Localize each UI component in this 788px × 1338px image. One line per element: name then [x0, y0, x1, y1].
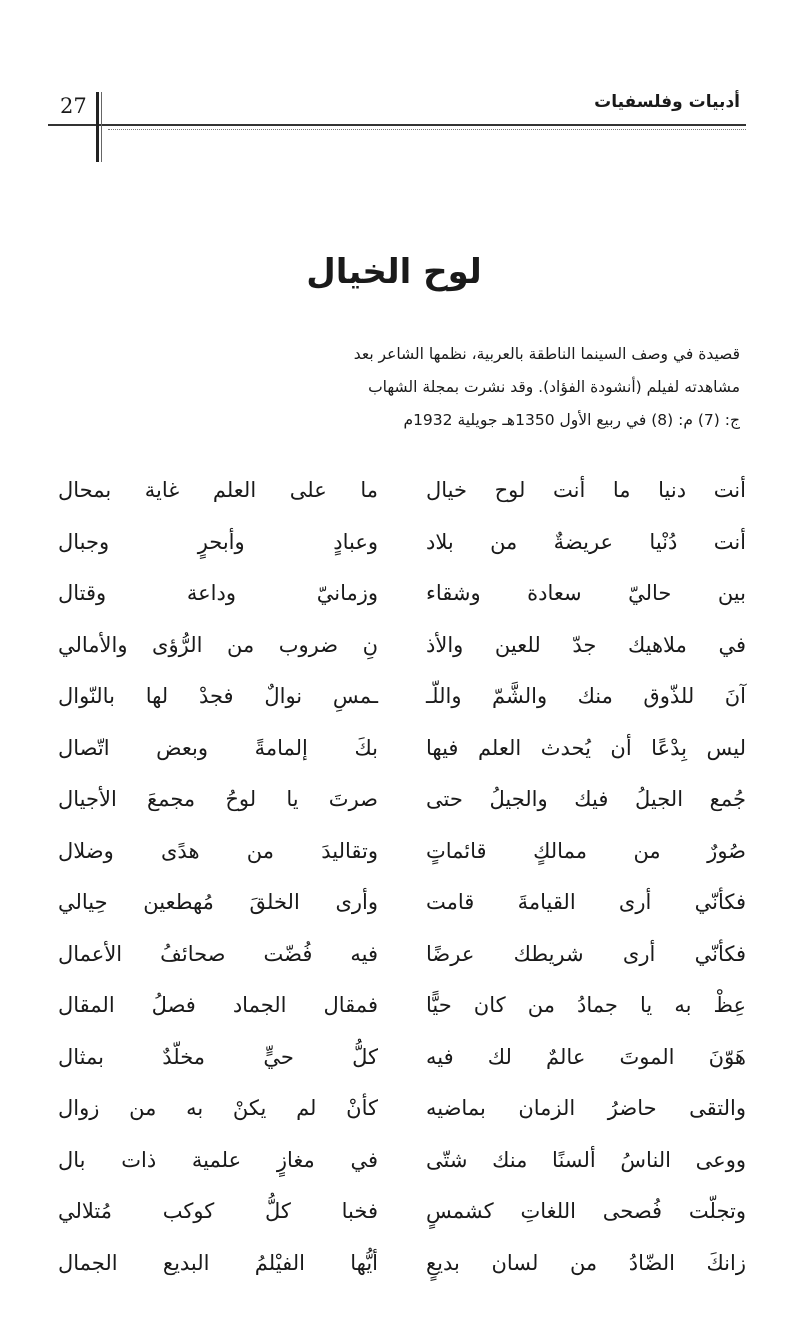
- verse-first-hemistich: والتقى حاضرُ الزمان بماضيه: [426, 1096, 746, 1120]
- verse-second-hemistich: فمقال الجماد فصلُ المقال: [58, 993, 378, 1017]
- verse-second-hemistich: بكَ إلمامةً وبعض اتّصال: [58, 735, 378, 760]
- intro-line: قصيدة في وصف السينما الناطقة بالعربية، نظمها الشاعر بعد: [353, 345, 740, 363]
- verse-first-hemistich: صُورٌ من ممالكٍ قائماتٍ: [426, 838, 746, 863]
- poem-title: لوح الخيال: [306, 252, 482, 292]
- verse-second-hemistich: فيه فُضّت صحائفُ الأعمال: [58, 941, 378, 966]
- verse-line: [0, 627, 788, 679]
- verse-second-hemistich: وتقاليدَ من هدًى وضلال: [58, 838, 378, 863]
- intro-line: مشاهدته لفيلم (أنشودة الفؤاد). وقد نشرت بمجلة الشهاب: [368, 378, 740, 396]
- verse-first-hemistich: هَوّنَ الموتَ عالمٌ لك فيه: [426, 1044, 746, 1069]
- verse-second-hemistich: صرتَ يا لوحُ مجمعَ الأجيال: [58, 787, 378, 811]
- verse-first-hemistich: أنت دُنْيا عريضةٌ من بلاد: [426, 529, 746, 554]
- header-vertical-bar: [96, 92, 99, 162]
- verse-first-hemistich: في ملاهيك جدّ للعين والأذ: [426, 632, 746, 657]
- verse-line: [0, 1245, 788, 1297]
- verse-line: [0, 833, 788, 885]
- verse-line: [0, 524, 788, 576]
- verse-first-hemistich: عِظْ به يا جمادُ من كان حيًّا: [426, 993, 746, 1017]
- verse-second-hemistich: وأرى الخلقَ مُهطعين حِيالي: [58, 890, 378, 914]
- verse-first-hemistich: ووعى الناسُ ألسنًا منك شتّى: [426, 1147, 746, 1172]
- verse-first-hemistich: أنت دنيا ما أنت لوح خيال: [426, 478, 746, 502]
- verse-line: [0, 884, 788, 936]
- verse-line: [0, 575, 788, 627]
- header-rule: [48, 124, 746, 126]
- verse-first-hemistich: فكأنّي أرى شريطك عرضًا: [426, 941, 746, 966]
- verse-first-hemistich: وتجلّت فُصحى اللغاتِ كشمسٍ: [426, 1199, 746, 1223]
- verse-second-hemistich: وعبادٍ وأبحرٍ وجبال: [58, 529, 378, 554]
- verse-line: [0, 730, 788, 782]
- verse-second-hemistich: ما على العلم غاية بمحال: [58, 478, 378, 502]
- header-vertical-bar-thin: [101, 92, 102, 162]
- poem-verses: [0, 472, 788, 1296]
- verse-second-hemistich: في مغازٍ علمية ذات بال: [58, 1147, 378, 1172]
- verse-second-hemistich: فخبا كلُّ كوكب مُتلالي: [58, 1199, 378, 1223]
- verse-first-hemistich: ليس بِدْعًا أن يُحدث العلم فيها: [426, 735, 746, 760]
- verse-line: [0, 472, 788, 524]
- verse-line: [0, 987, 788, 1039]
- verse-first-hemistich: جُمع الجيلُ فيك والجيلُ حتى: [426, 787, 746, 811]
- running-header-title: أدبيات وفلسفيات: [594, 92, 740, 112]
- verse-second-hemistich: كلُّ حيٍّ مخلّدٌ بمثال: [58, 1044, 378, 1069]
- verse-first-hemistich: زانكَ الضّادُ من لسان بديعٍ: [426, 1250, 746, 1275]
- verse-line: [0, 781, 788, 833]
- verse-second-hemistich: كأنْ لم يكنْ به من زوال: [58, 1096, 378, 1120]
- verse-second-hemistich: أيُّها الفيْلمُ البديع الجمال: [58, 1250, 378, 1275]
- verse-line: [0, 1039, 788, 1091]
- verse-line: [0, 1193, 788, 1245]
- verse-line: [0, 936, 788, 988]
- verse-line: [0, 678, 788, 730]
- verse-first-hemistich: بين حاليّ سعادة وشقاء: [426, 581, 746, 605]
- verse-first-hemistich: آنَ للذّوق منك والشَّمّ واللّـ: [426, 684, 746, 708]
- verse-second-hemistich: نِ ضروب من الرُّؤى والأمالي: [58, 632, 378, 657]
- intro-line: ج: (7) م: (8) في ربيع الأول 1350هـ جويلية 1932م: [403, 411, 740, 429]
- poem-introduction: [48, 338, 740, 437]
- verse-line: [0, 1090, 788, 1142]
- page-number: 27: [60, 94, 87, 118]
- verse-second-hemistich: وزمانيّ وداعة وقتال: [58, 581, 378, 605]
- header-rule-dotted: [108, 129, 746, 130]
- verse-first-hemistich: فكأنّي أرى القيامةَ قامت: [426, 890, 746, 914]
- verse-line: [0, 1142, 788, 1194]
- verse-second-hemistich: ـمسِ نوالٌ فجدْ لها بالنّوال: [58, 684, 378, 708]
